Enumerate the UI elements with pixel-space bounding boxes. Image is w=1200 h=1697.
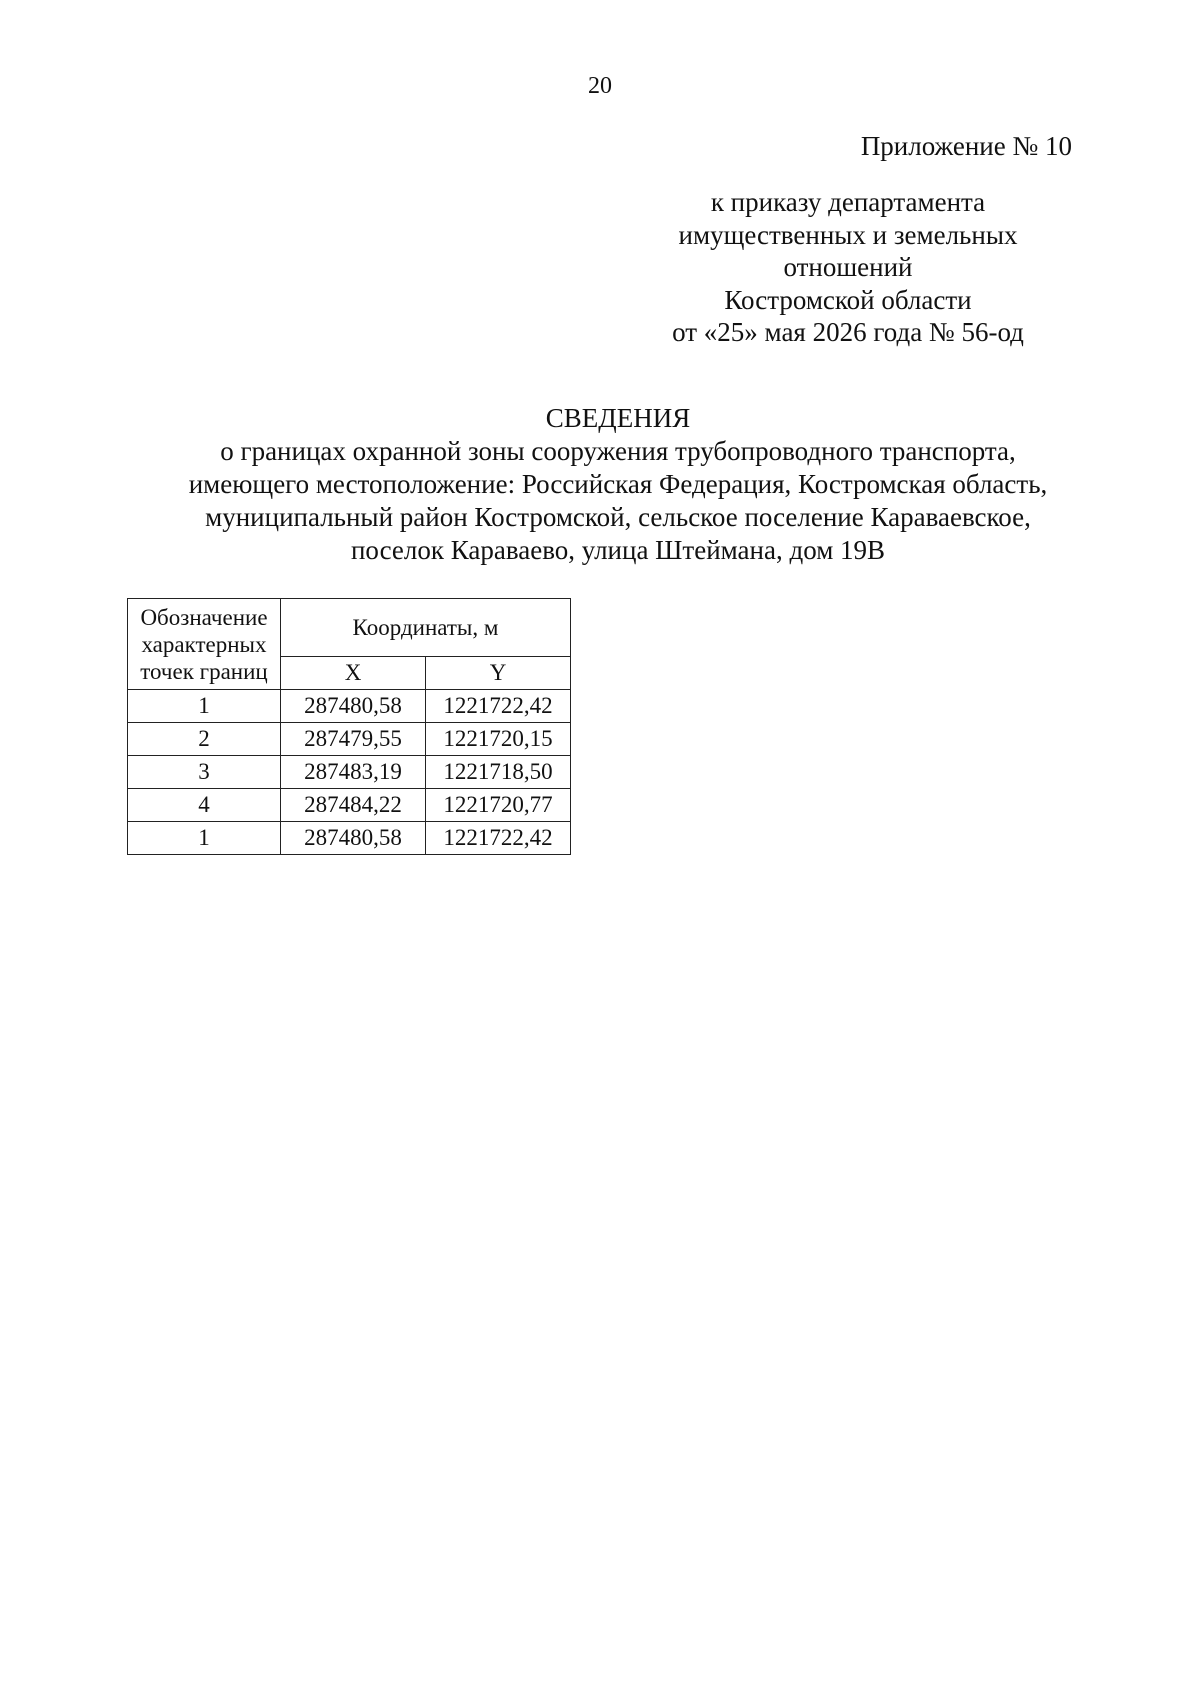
order-reference: [628, 186, 1068, 349]
heading-title: СВЕДЕНИЯ: [545, 403, 691, 433]
y-cell: 1221720,77: [426, 789, 571, 822]
table-row: [128, 789, 571, 822]
x-cell: 287480,58: [281, 690, 426, 723]
point-cell: 1: [128, 690, 281, 723]
coordinates-table: [127, 598, 571, 855]
header-line: Обозначение: [140, 604, 268, 630]
header-line: характерных: [141, 631, 267, 657]
point-designation-header: [128, 599, 281, 690]
y-cell: 1221720,15: [426, 723, 571, 756]
y-cell: 1221718,50: [426, 756, 571, 789]
y-cell: 1221722,42: [426, 690, 571, 723]
table-row: [128, 822, 571, 855]
x-cell: 287484,22: [281, 789, 426, 822]
point-cell: 2: [128, 723, 281, 756]
coordinates-header: Координаты, м: [281, 599, 571, 657]
y-cell: 1221722,42: [426, 822, 571, 855]
x-cell: 287480,58: [281, 822, 426, 855]
order-date-line: от «25» мая 2026 года № 56-од: [672, 317, 1024, 347]
header-line: точек границ: [140, 658, 268, 684]
x-cell: 287479,55: [281, 723, 426, 756]
point-cell: 1: [128, 822, 281, 855]
page-number: 20: [588, 73, 612, 99]
x-cell: 287483,19: [281, 756, 426, 789]
heading-line: о границах охранной зоны сооружения трубопроводного транспорта,: [220, 436, 1016, 466]
document-heading: [0, 402, 1200, 567]
point-cell: 3: [128, 756, 281, 789]
order-line: к приказу департамента: [710, 187, 986, 217]
x-column-header: X: [281, 657, 426, 690]
heading-line: муниципальный район Костромской, сельское поселение Караваевское,: [205, 502, 1031, 532]
order-line: отношений: [783, 252, 913, 282]
order-line: имущественных и земельных: [678, 219, 1018, 250]
point-cell: 4: [128, 789, 281, 822]
table-row: [128, 756, 571, 789]
heading-line: имеющего местоположение: Российская Федерация, Костромская область,: [188, 469, 1048, 499]
heading-line: поселок Караваево, улица Штеймана, дом 19В: [350, 535, 886, 565]
table-row: [128, 723, 571, 756]
y-column-header: Y: [426, 657, 571, 690]
appendix-title: Приложение № 10: [860, 131, 1072, 161]
table-row: [128, 690, 571, 723]
order-line: Костромской области: [724, 284, 972, 315]
